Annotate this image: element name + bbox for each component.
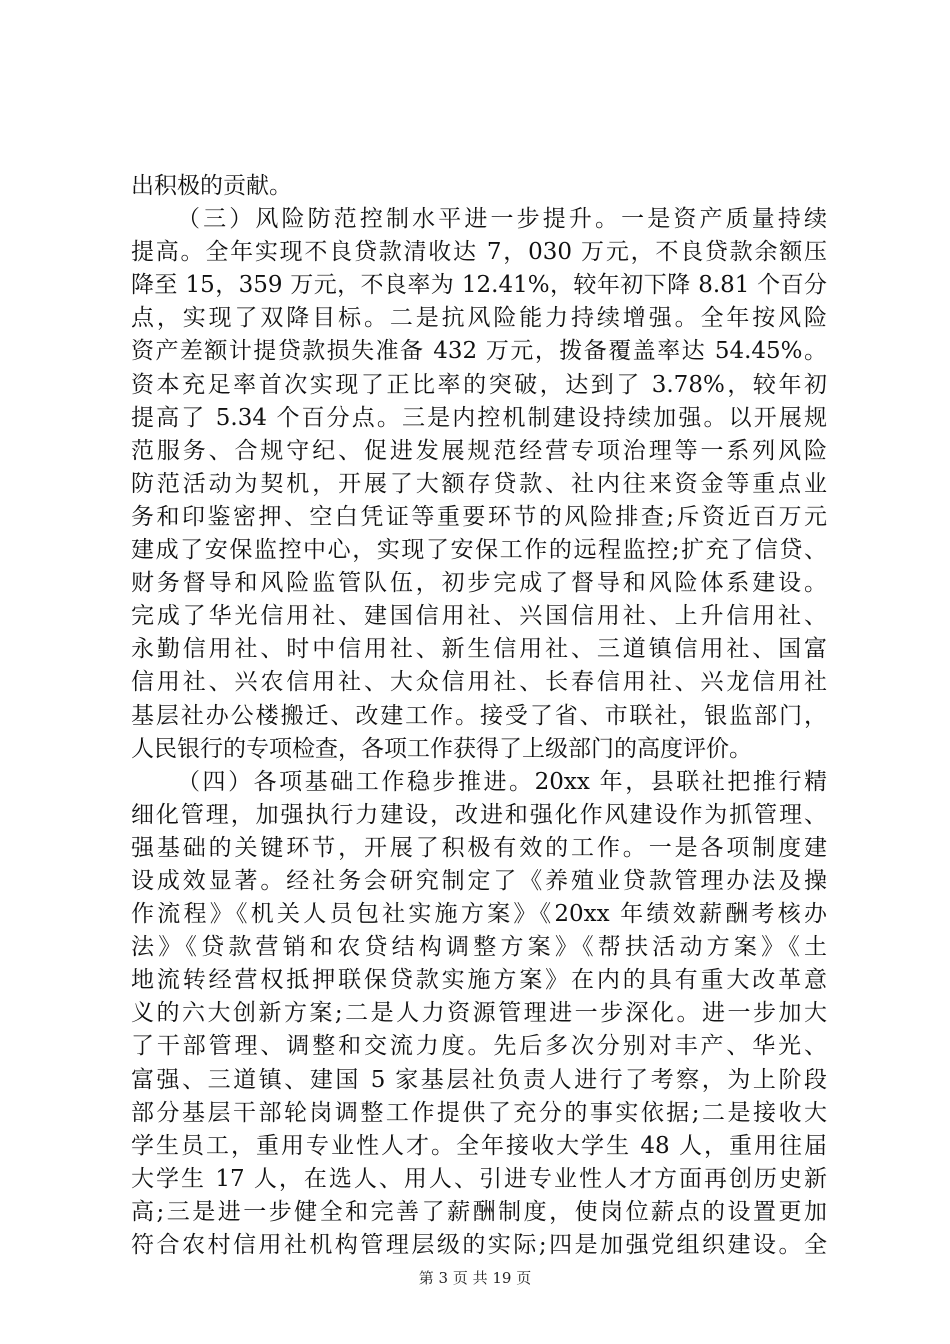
text-line: 了干部管理、调整和交流力度。先后多次分别对丰产、华光、 xyxy=(131,1033,827,1060)
text-line: 强基础的关键环节，开展了积极有效的工作。一是各项制度建 xyxy=(131,834,827,861)
text-line: 务和印鉴密押、空白凭证等重要环节的风险排查;斥资近百万元 xyxy=(131,503,827,530)
text-line: 防范活动为契机，开展了大额存贷款、社内往来资金等重点业 xyxy=(131,470,827,497)
text-line: 范服务、合规守纪、促进发展规范经营专项治理等一系列风险 xyxy=(131,437,827,464)
text-line: 完成了华光信用社、建国信用社、兴国信用社、上升信用社、 xyxy=(131,603,827,630)
text-line: 义的六大创新方案;二是人力资源管理进一步深化。进一步加大 xyxy=(131,1000,827,1027)
text-line: 符合农村信用社机构管理层级的实际;四是加强党组织建设。全 xyxy=(131,1232,827,1258)
text-line: 资本充足率首次实现了正比率的突破，达到了 3.78%，较年初 xyxy=(131,371,827,398)
text-line: 信用社、兴农信用社、大众信用社、长春信用社、兴龙信用社 xyxy=(131,669,827,696)
text-line: （三）风险防范控制水平进一步提升。一是资产质量持续 xyxy=(177,206,827,233)
page-number-footer: 第 3 页 共 19 页 xyxy=(418,1269,532,1287)
text-line: 基层社办公楼搬迁、改建工作。接受了省、市联社，银监部门， xyxy=(131,702,827,729)
text-line: 部分基层干部轮岗调整工作提供了充分的事实依据;二是接收大 xyxy=(131,1099,827,1126)
text-line: 法》《贷款营销和农贷结构调整方案》《帮扶活动方案》《土 xyxy=(131,934,827,961)
text-line: 地流转经营权抵押联保贷款实施方案》在内的具有重大改革意 xyxy=(131,967,827,994)
body-text xyxy=(131,170,827,1262)
text-line: 学生员工，重用专业性人才。全年接收大学生 48 人，重用往届 xyxy=(131,1132,827,1159)
text-line: 永勤信用社、时中信用社、新生信用社、三道镇信用社、国富 xyxy=(131,636,827,663)
text-line: 资产差额计提贷款损失准备 432 万元，拨备覆盖率达 54.45%。 xyxy=(131,338,827,365)
text-line: 设成效显著。经社务会研究制定了《养殖业贷款管理办法及操 xyxy=(131,867,827,894)
text-line: 作流程》《机关人员包社实施方案》《20xx 年绩效薪酬考核办 xyxy=(131,901,827,928)
text-line: 提高。全年实现不良贷款清收达 7，030 万元，不良贷款余额压 xyxy=(131,239,827,266)
text-line: 建成了安保监控中心，实现了安保工作的远程监控;扩充了信贷、 xyxy=(131,537,827,564)
text-line: 出积极的贡献。 xyxy=(131,173,292,199)
text-line: 财务督导和风险监管队伍，初步完成了督导和风险体系建设。 xyxy=(131,570,827,597)
text-line: 富强、三道镇、建国 5 家基层社负责人进行了考察，为上阶段 xyxy=(131,1066,827,1093)
text-line: 提高了 5.34 个百分点。三是内控机制建设持续加强。以开展规 xyxy=(131,404,827,431)
text-line: 高;三是进一步健全和完善了薪酬制度，使岗位薪点的设置更加 xyxy=(131,1198,827,1225)
text-line: 点，实现了双降目标。二是抗风险能力持续增强。全年按风险 xyxy=(131,305,827,332)
text-line: 细化管理，加强执行力建设，改进和强化作风建设作为抓管理、 xyxy=(131,801,827,828)
text-line: 人民银行的专项检查，各项工作获得了上级部门的高度评价。 xyxy=(131,735,752,762)
text-line: 大学生 17 人，在选人、用人、引进专业性人才方面再创历史新 xyxy=(131,1165,827,1192)
text-line: （四）各项基础工作稳步推进。20xx 年，县联社把推行精 xyxy=(177,768,827,795)
text-line: 降至 15，359 万元，不良率为 12.41%，较年初下降 8.81 个百分 xyxy=(131,272,827,299)
